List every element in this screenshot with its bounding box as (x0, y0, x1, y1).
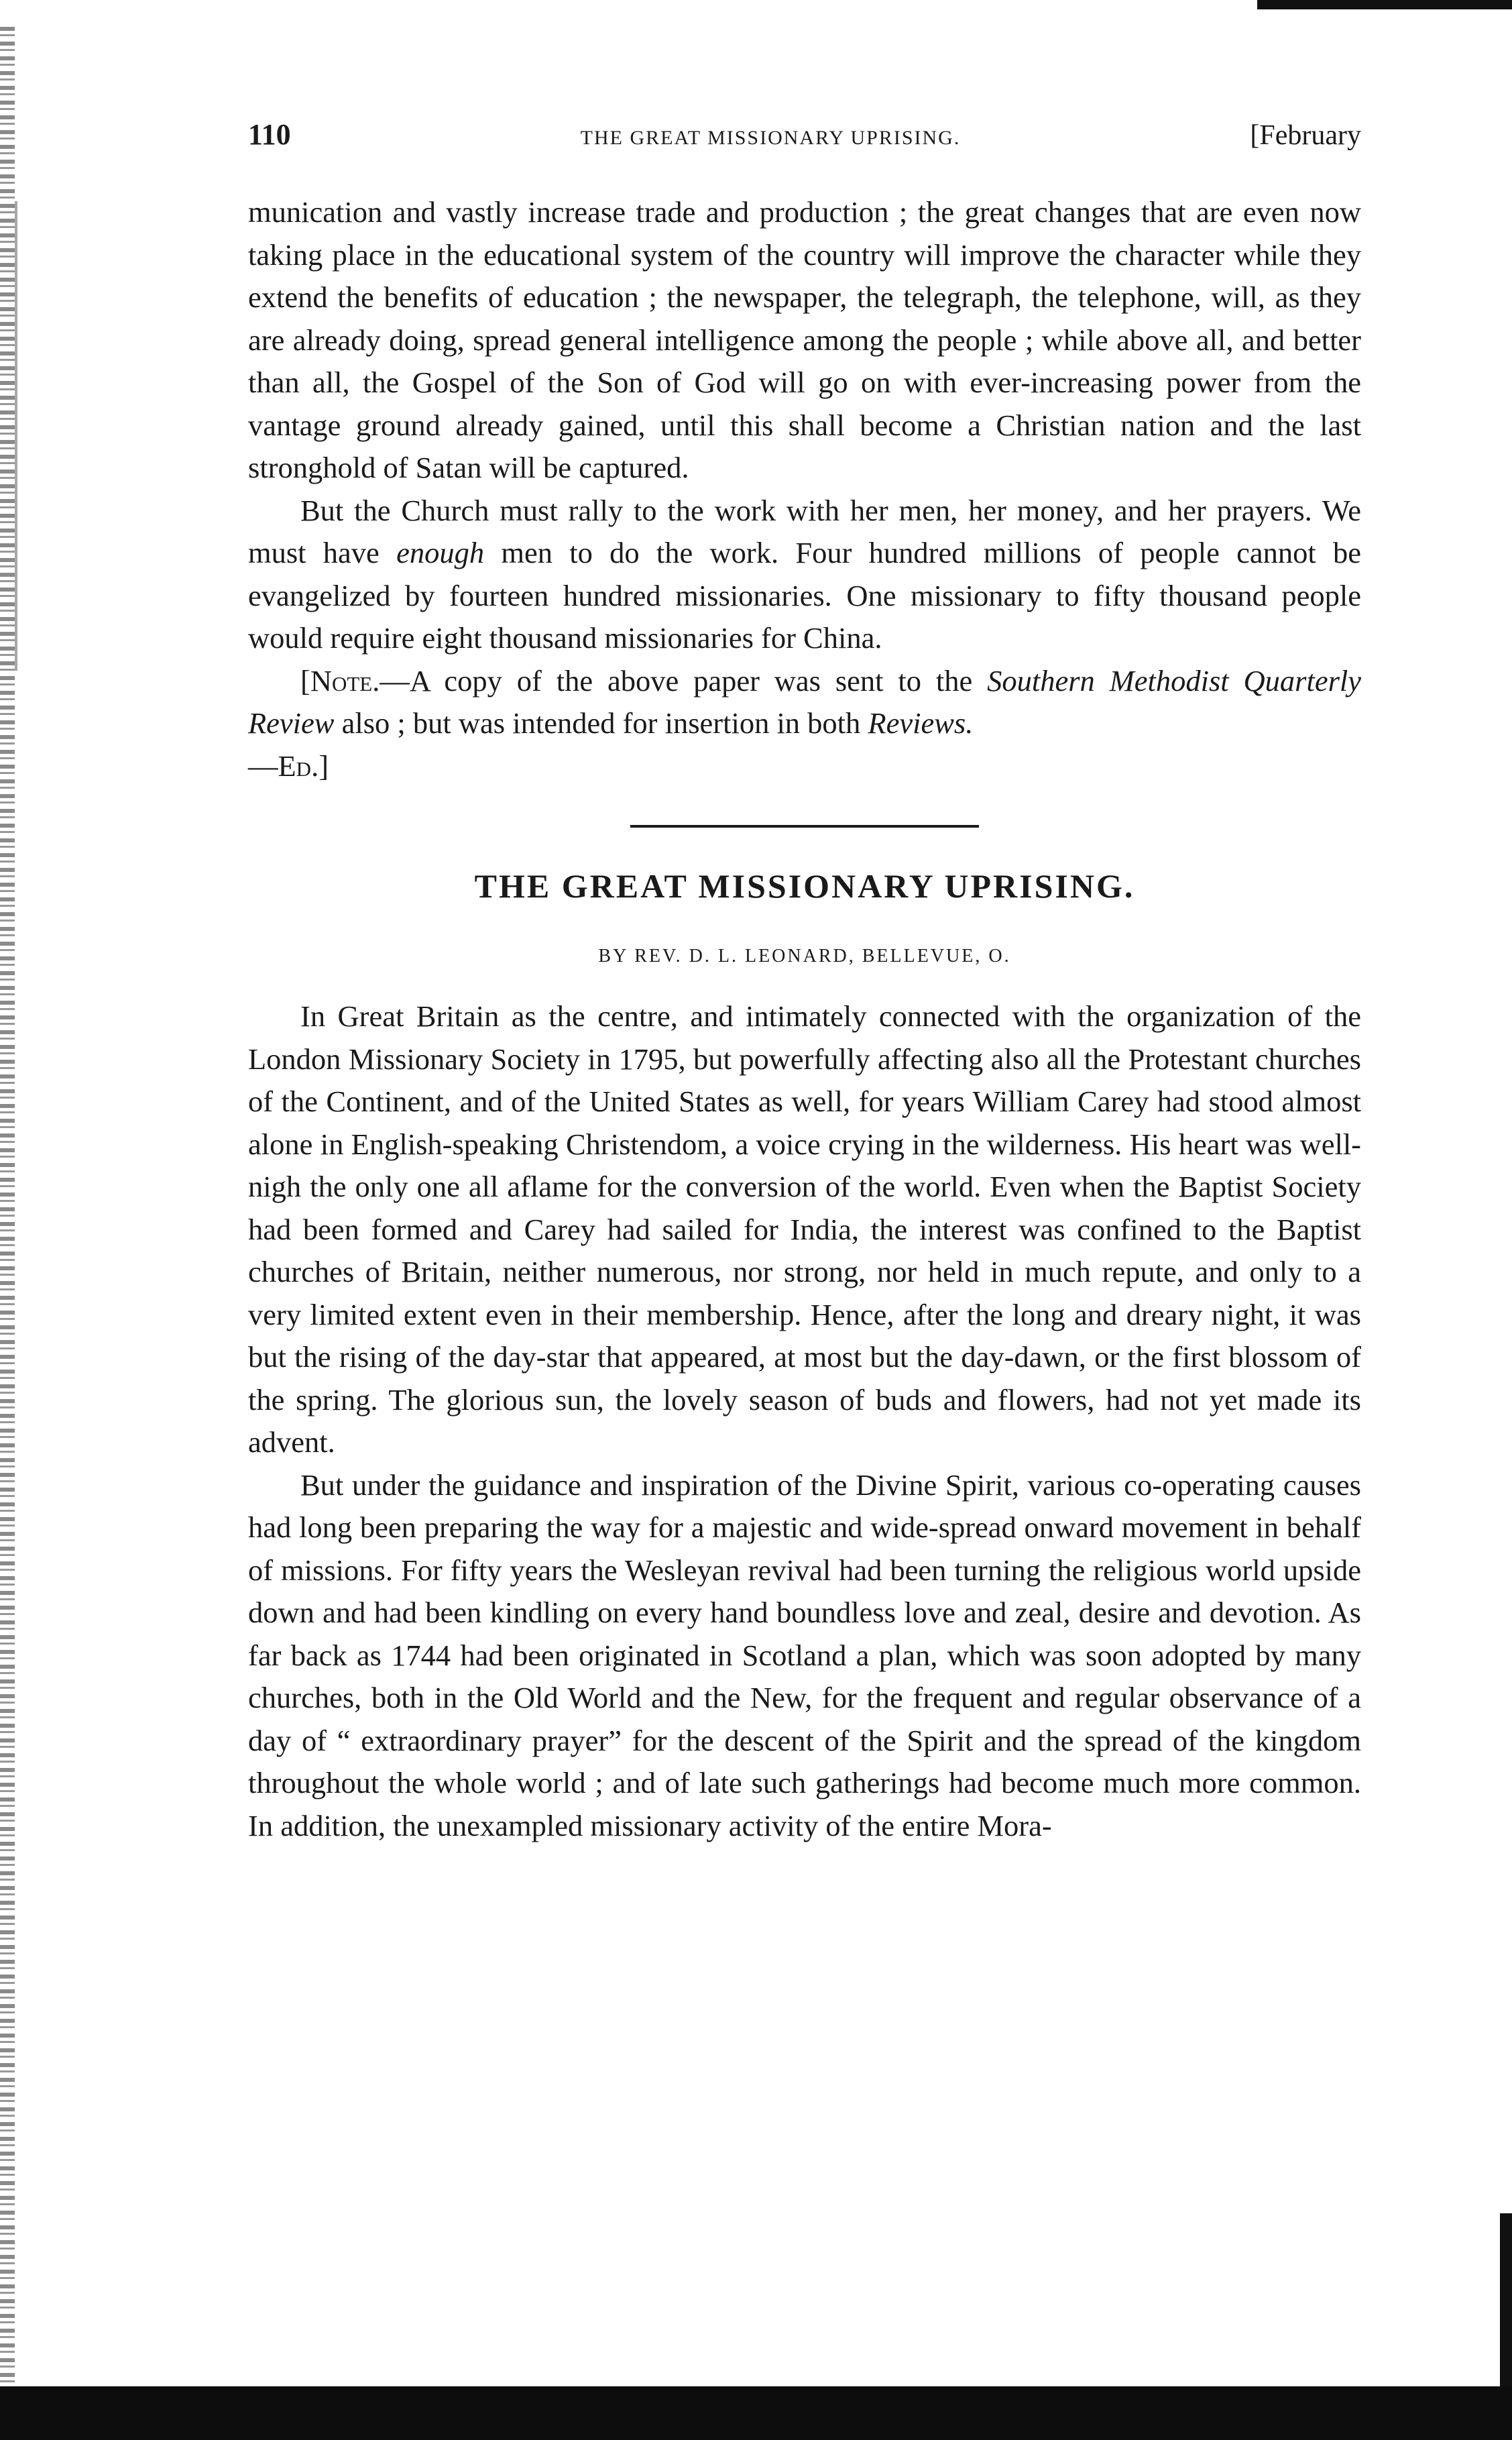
journal-reviews: Reviews. (868, 706, 974, 740)
text-run: also ; but was intended for insertion in both (341, 706, 861, 740)
scan-bottom-band (0, 2386, 1512, 2440)
journal-title: Southern Methodist Quarterly Review (248, 663, 1362, 740)
section-divider (630, 825, 979, 828)
bracket: [ (300, 663, 310, 698)
running-month: [February (1250, 120, 1361, 151)
scan-edge-left (0, 27, 15, 2415)
paragraph: In Great Britain as the centre, and intimately connected with the organization of the London Missionary Society in 1795, but powerfully affecting also all the Protestant churches of the Continent, and of the United States as well, for years William Carey had stood almost alone in English-speaking Christendom, a voice crying in the wilderness. His heart was well-nigh the only one all aflame for the conversion of the world. Even when the Baptist Society had been formed and Carey had sailed for India, the interest was confined to the Baptist churches of Britain, neither numerous, nor strong, nor held in much repute, and only to a very limited extent even in their membership. Hence, after the long and dreary night, it was but the rising of the day-star that appeared, at most but the day-dawn, or the first blossom of the spring. The glorious sun, the lovely season of buds and flowers, had not yet made its advent. (248, 999, 1361, 1459)
note-label: Note (310, 663, 373, 698)
page-number: 110 (248, 118, 291, 151)
book-page (248, 117, 1361, 1847)
text-run: But the Church must rally to the work with her men, her money, and her prayers. We must have (248, 493, 1361, 569)
editor-abbrev: Ed (278, 748, 312, 783)
emphasis: enough (396, 536, 485, 569)
paragraph (248, 490, 1361, 660)
text-run: .—A copy of the above paper was sent to the (372, 663, 973, 698)
editor-note (248, 660, 1361, 745)
running-head (248, 117, 1361, 164)
scan-top-rule (1257, 0, 1512, 9)
text-run: men to do the work. Four hundred millions of people cannot be evangelized by fourteen hundred missionaries. One missionary to fifty thousand people would require eight thousand missionaries for China. (248, 536, 1361, 655)
bracket: .] (311, 748, 329, 783)
scan-right-edge (1500, 2213, 1512, 2388)
running-title: THE GREAT MISSIONARY UPRISING. (580, 127, 961, 149)
dash: — (248, 748, 278, 783)
paragraph: munication and vastly increase trade and production ; the great changes that are even now taking place in the educational system of the country will improve the character while they extend the benefits of education ; the newspaper, the telegraph, the telephone, will, as they are already doing, spread general intelligence among the people ; while above all, and better than all, the Gospel of the Son of God will go on with ever-increasing power from the vantage ground already gained, until this shall become a Christian nation and the last stronghold of Satan will be captured. (248, 195, 1361, 484)
article-title: THE GREAT MISSIONARY UPRISING. (474, 867, 1135, 905)
editor-signoff (248, 745, 1361, 788)
continued-text (248, 191, 1361, 787)
paragraph: But under the guidance and inspiration of the Divine Spirit, various co-operating causes had long been preparing the way for a majestic and wide-spread onward movement in behalf of missions. For fifty years the Wesleyan revival had been turning the religious world upside down and had been kindling on every hand boundless love and zeal, desire and devotion. As far back as 1744 had been originated in Scotland a plan, which was soon adopted by many churches, both in the Old World and the New, for the frequent and regular observance of a day of “ extraordinary prayer” for the descent of the Spirit and the spread of the kingdom throughout the whole world ; and of late such gatherings had become much more common. In addition, the unexampled missionary activity of the entire Mora- (248, 1467, 1361, 1842)
scan-edge-mark (15, 201, 17, 671)
article-body (248, 995, 1361, 1847)
article-byline: BY REV. D. L. LEONARD, BELLEVUE, O. (598, 946, 1011, 966)
